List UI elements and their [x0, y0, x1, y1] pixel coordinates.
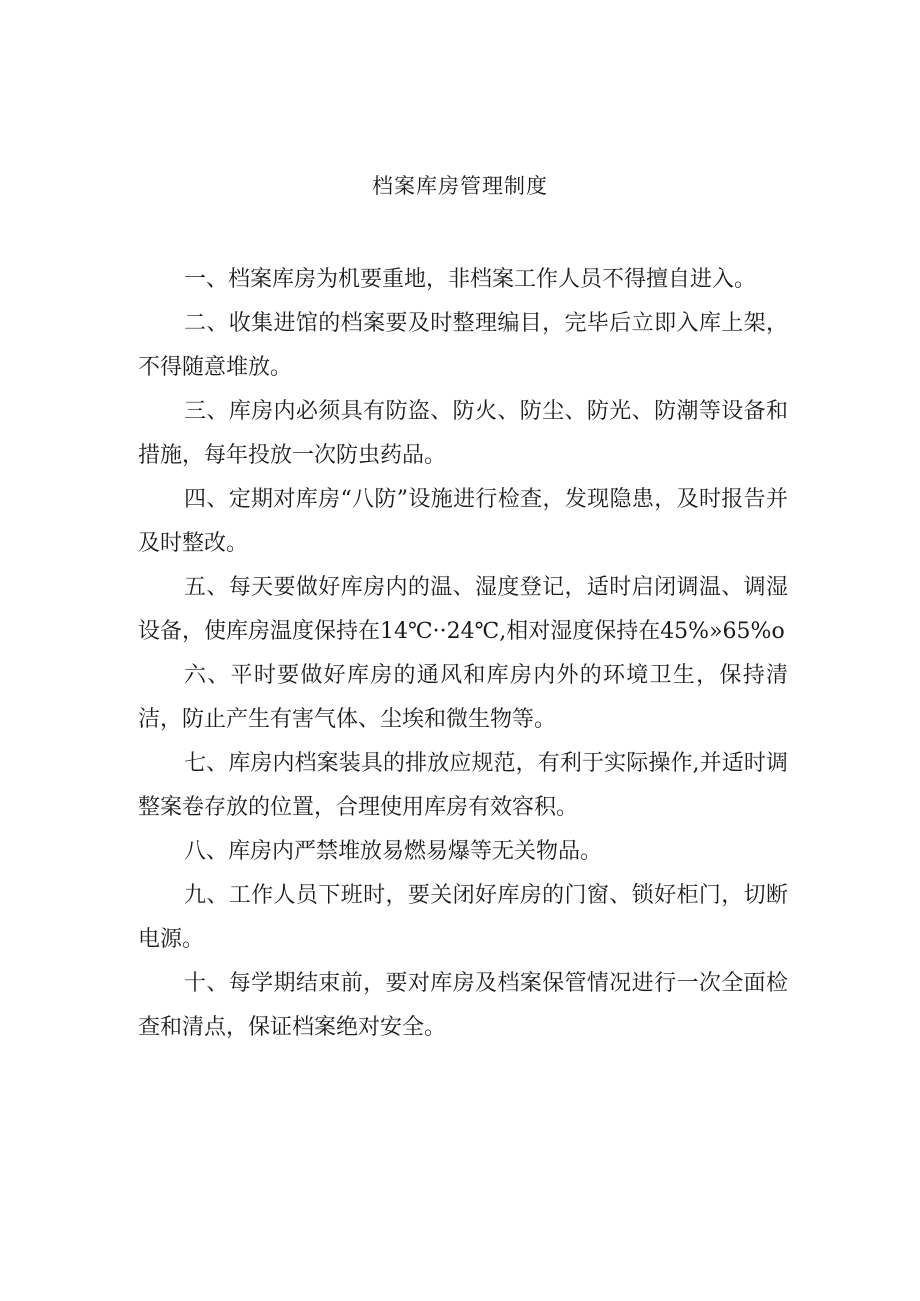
document-body: [138, 258, 788, 1050]
regulation-item-5: 五、每天要做好库房内的温、湿度登记，适时启闭调温、调湿设备，使库房温度保持在14℃··24℃,相对湿度保持在45%»65%o: [138, 575, 788, 644]
regulation-item-2: 二、收集进馆的档案要及时整理编目，完毕后立即入库上架，不得随意堆放。: [138, 311, 788, 380]
regulation-item-4: 四、定期对库房“八防”设施进行检查，发现隐患，及时报告并及时整改。: [138, 487, 788, 556]
regulation-item-6: 六、平时要做好库房的通风和库房内外的环境卫生，保持清洁，防止产生有害气体、尘埃和微生物等。: [138, 663, 788, 732]
regulation-item-3: 三、库房内必须具有防盗、防火、防尘、防光、防潮等设备和措施，每年投放一次防虫药品。: [138, 399, 788, 468]
regulation-item-10: 十、每学期结束前，要对库房及档案保管情况进行一次全面检查和清点，保证档案绝对安全。: [138, 971, 788, 1040]
regulation-item-1: 一、档案库房为机要重地，非档案工作人员不得擅自进入。: [184, 267, 757, 292]
regulation-item-9: 九、工作人员下班时，要关闭好库房的门窗、锁好柜门，切断电源。: [138, 883, 788, 952]
regulation-item-7: 七、库房内档案装具的排放应规范，有利于实际操作,并适时调整案卷存放的位置，合理使用库房有效容积。: [138, 751, 788, 820]
document-title: 档案库房管理制度: [372, 174, 548, 198]
regulation-item-8: 八、库房内严禁堆放易燃易爆等无关物品。: [184, 839, 603, 864]
